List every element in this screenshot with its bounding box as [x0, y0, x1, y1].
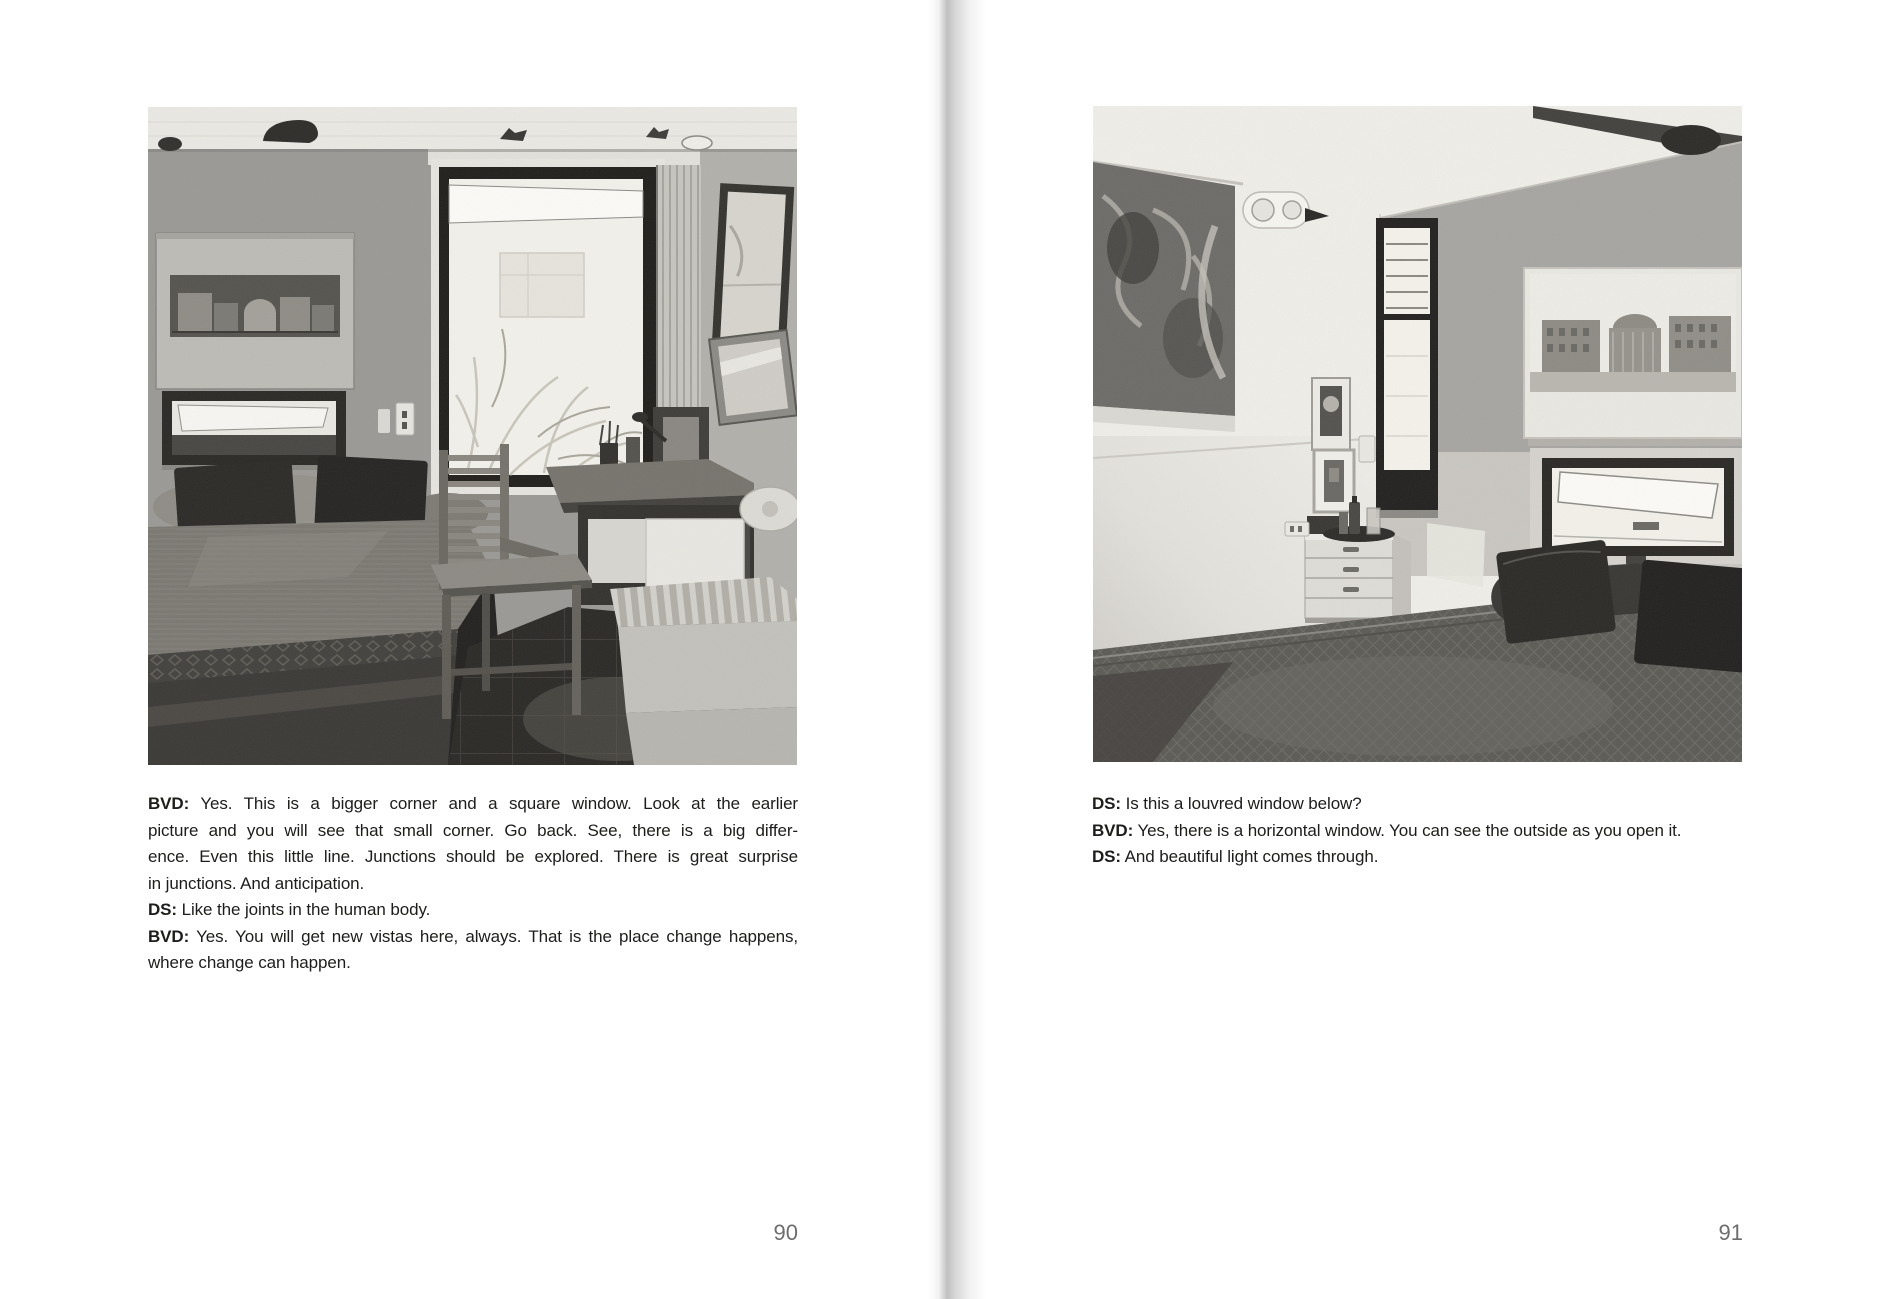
right-caption: [1092, 791, 1742, 871]
left-caption: [148, 791, 798, 977]
caption-line: DS: And beautiful light comes through.: [1092, 847, 1379, 866]
caption-line: picture and you will see that small corner. Go back. See, there is a big differ-: [148, 820, 798, 840]
caption-line: ence. Even this little line. Junctions should be explored. There is great surprise: [148, 847, 798, 866]
right-page-number: 91: [1718, 1220, 1743, 1245]
caption-line: in junctions. And anticipation.: [148, 873, 365, 893]
caption-line: BVD: Yes. This is a bigger corner and a square window. Look at the earlier: [148, 794, 798, 813]
speaker-label: BVD:: [148, 794, 190, 813]
right-photo-illustration: [1093, 106, 1742, 762]
photo-grain: [148, 107, 797, 765]
speaker-label: DS:: [1092, 794, 1121, 813]
caption-line: BVD: Yes, there is a horizontal window. You can see the outside as you open it.: [1092, 820, 1682, 840]
left-page-number: 90: [773, 1220, 798, 1245]
gutter-shadow: [928, 0, 986, 1299]
photo-grain: [1093, 106, 1742, 762]
right-photo: [1093, 106, 1742, 762]
speaker-label: DS:: [148, 900, 177, 919]
left-photo-illustration: [148, 107, 797, 765]
caption-line: DS: Like the joints in the human body.: [148, 900, 431, 919]
caption-line: BVD: Yes. You will get new vistas here, always. That is the place change happens,: [148, 926, 798, 946]
speaker-label: BVD:: [1092, 820, 1134, 840]
speaker-label: DS:: [1092, 847, 1121, 866]
left-photo: [148, 107, 797, 765]
speaker-label: BVD:: [148, 926, 190, 946]
caption-line: DS: Is this a louvred window below?: [1092, 794, 1362, 813]
caption-line: where change can happen.: [148, 953, 351, 972]
